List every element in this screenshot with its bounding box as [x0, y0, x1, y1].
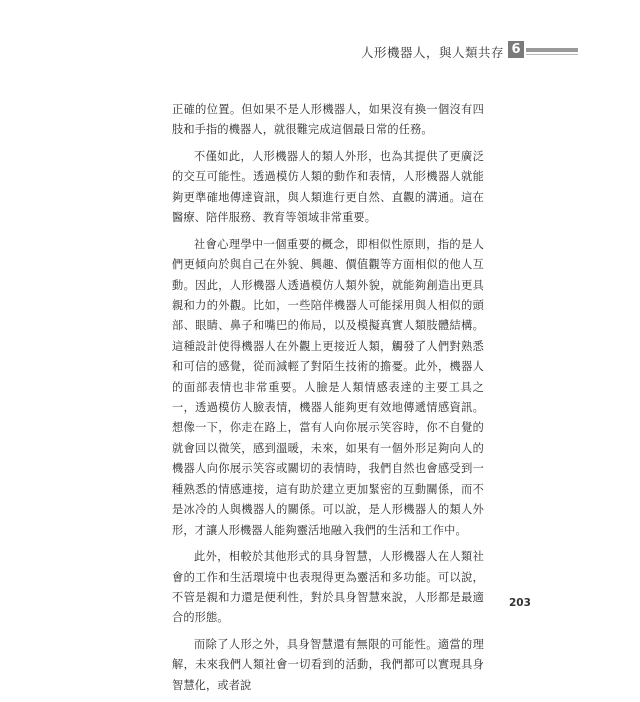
header-rule-thin [526, 54, 578, 55]
chapter-number-badge: 6 [508, 41, 524, 58]
chapter-title: 人形機器人，與人類共存 [360, 45, 504, 60]
paragraph: 社會心理學中一個重要的概念，即相似性原則，指的是人們更傾向於與自己在外貌、興趣、價值觀等方面相似的他人互動。因此，人形機器人透過模仿人類外貌，就能夠創造出更具親和力的外觀。比如，一些陪伴機器人可能採用與人相似的頭部、眼睛、鼻子和嘴巴的佈局，以及模擬真實人類肢體結構。這種設計使得機器人在外觀上更接近人類，觸發了人們對熟悉和可信的感覺，從而減輕了對陌生技術的擔憂。此外，機器人的面部表情也非常重要。人臉是人類情感表達的主要工具之一，透過模仿人臉表情，機器人能夠更有效地傳遞情感資訊。想像一下，你走在路上，當有人向你展示笑容時，你不自覺的就會回以微笑，感到溫暖，未來，如果有一個外形足夠向人的機器人向你展示笑容或關切的表情時，我們自然也會感受到一種熟悉的情感連接，這有助於建立更加緊密的互動關係，而不是冰冷的人與機器人的關係。可以說，是人形機器人的類人外形，才讓人形機器人能夠靈活地融入我們的生活和工作中。 [172, 237, 484, 537]
body-text [172, 100, 484, 702]
running-header [300, 41, 600, 65]
paragraph: 不僅如此，人形機器人的類人外形，也為其提供了更廣泛的交互可能性。透過模仿人類的動作和表情，人形機器人就能夠更準確地傳達資訊，與人類進行更自然、直觀的溝通。這在醫療、陪伴服務、教育等領域非常重要。 [172, 150, 484, 225]
paragraph: 而除了人形之外，具身智慧還有無限的可能性。適當的理解，未來我們人類社會一切看到的活動，我們都可以實現具身智慧化，或者說 [172, 637, 484, 692]
page-number: 203 [509, 597, 531, 609]
header-rule [526, 48, 578, 52]
paragraph: 此外，相較於其他形式的具身智慧，人形機器人在人類社會的工作和生活環境中也表現得更為靈活和多功能。可以說，不管是親和力還是便利性，對於具身智慧來說，人形都是最適合的形態。 [172, 550, 484, 625]
paragraph-continued: 正確的位置。但如果不是人形機器人，如果沒有換一個沒有四肢和手指的機器人，就很難完成這個最日常的任務。 [172, 103, 484, 137]
